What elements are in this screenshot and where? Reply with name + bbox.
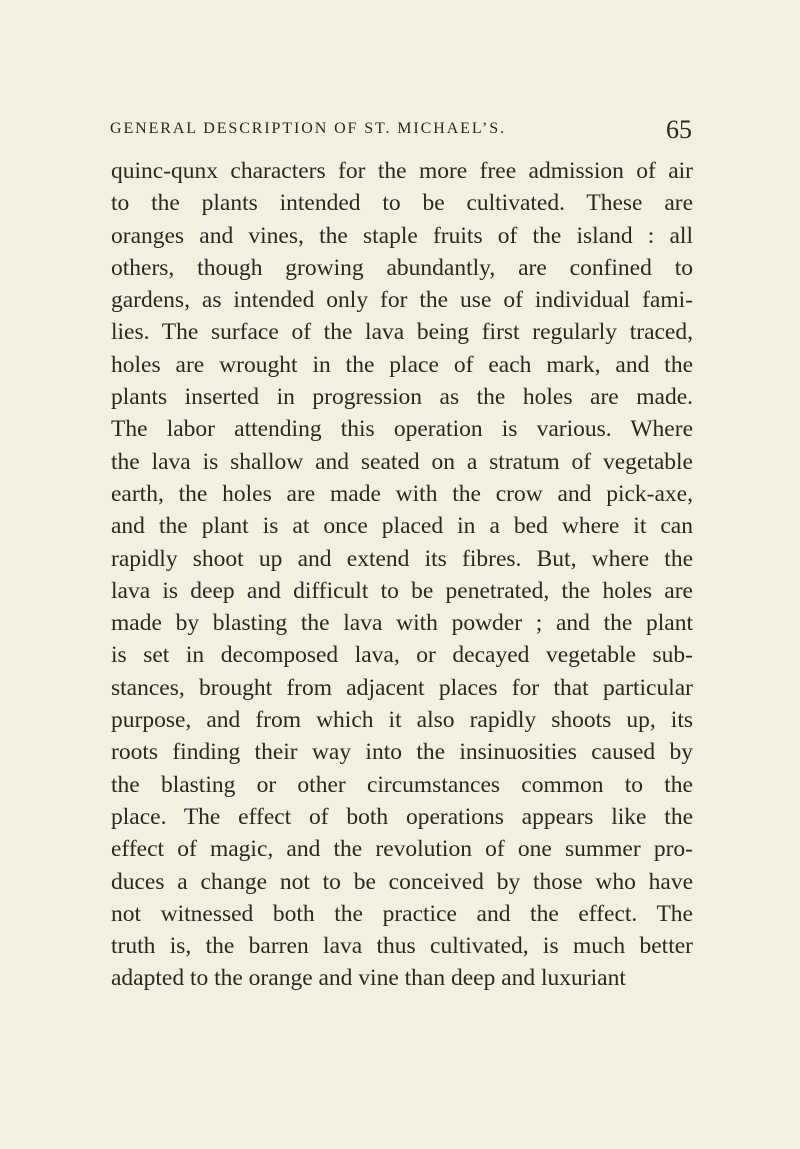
text-line: the blasting or other circumstances common to the (111, 771, 693, 798)
text-line: truth is, the barren lava thus cultivated, is much better (111, 933, 693, 960)
text-line: duces a change not to be conceived by those who have (111, 868, 693, 895)
running-head (110, 115, 692, 148)
text-line: holes are wrought in the place of each mark, and the (111, 351, 693, 378)
text-line: place. The effect of both operations appears like the (111, 803, 693, 830)
text-line: the lava is shallow and seated on a stratum of vegetable (111, 448, 693, 475)
text-line: purpose, and from which it also rapidly shoots up, its (111, 707, 693, 734)
text-line: The labor attending this operation is various. Where (111, 416, 693, 443)
text-line: roots finding their way into the insinuosities caused by (111, 739, 693, 766)
text-line: others, though growing abundantly, are confined to (111, 254, 693, 281)
text-line: earth, the holes are made with the crow and pick-axe, (111, 480, 693, 507)
running-title: GENERAL DESCRIPTION OF ST. MICHAEL’S. (110, 120, 506, 137)
text-line: not witnessed both the practice and the effect. The (111, 900, 693, 927)
text-line: stances, brought from adjacent places for that particular (111, 674, 693, 701)
text-line: quinc-qunx characters for the more free admission of air (111, 158, 693, 184)
text-line: rapidly shoot up and extend its fibres. But, where the (111, 545, 693, 572)
text-line: gardens, as intended only for the use of individual fami- (111, 287, 693, 314)
page-number: 65 (666, 115, 692, 144)
text-line: lies. The surface of the lava being first regularly traced, (111, 319, 693, 346)
body-text (111, 155, 693, 995)
text-line: adapted to the orange and vine than deep and luxuriant (111, 965, 626, 992)
text-line: is set in decomposed lava, or decayed vegetable sub- (111, 642, 693, 669)
text-line: lava is deep and difficult to be penetrated, the holes are (111, 577, 693, 604)
text-line: made by blasting the lava with powder ; and the plant (111, 610, 693, 637)
text-line: and the plant is at once placed in a bed where it can (111, 513, 693, 540)
text-line: oranges and vines, the staple fruits of the island : all (111, 222, 693, 249)
text-line: effect of magic, and the revolution of one summer pro- (111, 836, 693, 863)
text-line: to the plants intended to be cultivated. These are (111, 190, 693, 217)
text-line: plants inserted in progression as the holes are made. (111, 384, 693, 411)
